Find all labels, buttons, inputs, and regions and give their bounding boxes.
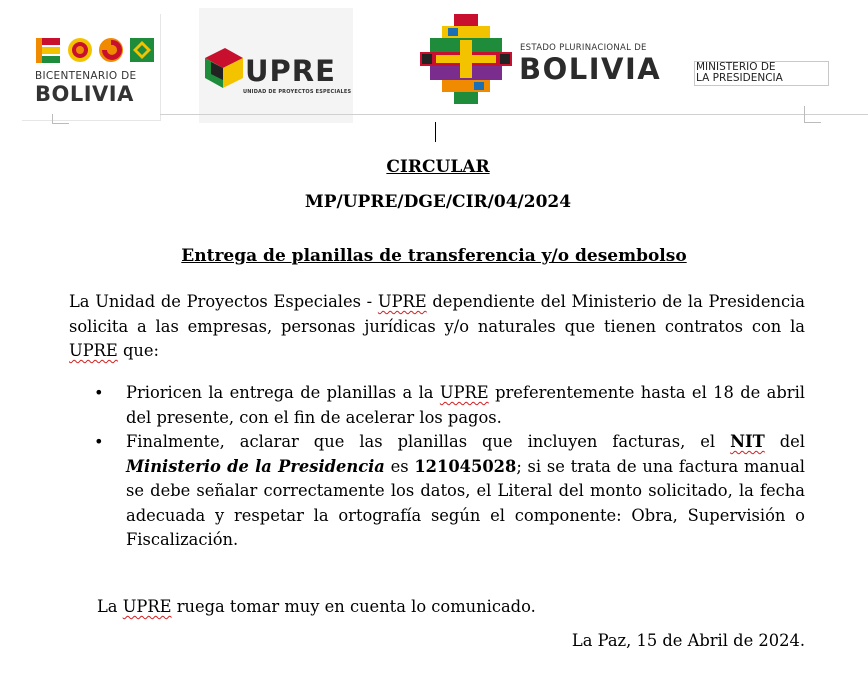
bicentenario-icon-4 [129,36,157,64]
bullet2-text-c: es [384,456,415,476]
bullet2-ministerio: Ministerio de la Presidencia [126,456,385,476]
bullet2-text-d: ; si se trata de una factura manual se debe señalar correctamente los datos, el Literal del monto solicitado, la fecha adecuada y respetar la ortografía según el componente: Obra, Supervisión o Fiscalización. [126,456,805,549]
bicentenario-icon-2 [67,36,95,64]
bicentenario-title: BOLIVIA [35,82,134,106]
bicentenario-logo [22,14,161,121]
upre-logo [199,8,353,123]
ministerio-line-1: MINISTERIO DE [696,61,776,73]
intro-text-b: dependiente del Ministerio de la Presidencia solicita a las empresas, personas jurídicas y/o naturales que tienen contratos con la [69,292,805,336]
bullet2-text-a: Finalmente, aclarar que las planillas que incluyen facturas, el [126,432,731,451]
bullet1-text-a: Prioricen la entrega de planillas a la [126,383,440,402]
closing-text-b: ruega tomar muy en cuenta lo comunicado. [171,597,536,616]
text-cursor [435,122,436,142]
bicentenario-subtitle: BICENTENARIO DE [35,70,137,82]
bullet2-nit-number: 121045028 [414,456,517,476]
bullet1-text-b: preferentemente hasta el 18 de abril del presente, con el fin de acelerar los pagos. [126,383,805,427]
upre-cube-icon [203,40,245,90]
document-code: MP/UPRE/DGE/CIR/04/2024 [304,192,572,212]
bullet-item-2[interactable] [69,430,805,553]
document-title: CIRCULAR [386,157,490,177]
estado-plurinacional-emblem-icon [420,14,512,104]
document-subject: Entrega de planillas de transferencia y/o desembolso [181,246,687,266]
margin-corner-right [804,106,821,123]
intro-paragraph[interactable] [69,290,805,364]
intro-upre-1: UPRE [377,292,427,311]
header-rule [160,114,868,115]
intro-text-c: que: [117,341,160,360]
upre-logo-subtitle: UNIDAD DE PROYECTOS ESPECIALES [243,89,352,95]
ministerio-line-2: LA PRESIDENCIA [696,72,783,84]
dateline[interactable]: La Paz, 15 de Abril de 2024. [571,631,805,650]
bicentenario-icon-3 [98,36,126,64]
ministerio-textbox[interactable] [694,61,829,86]
intro-upre-2: UPRE [69,341,118,360]
intro-text-a: La Unidad de Proyectos Especiales - [69,292,378,311]
closing-upre: UPRE [122,597,172,616]
bullet2-text-b: del [764,432,805,451]
bullet1-upre: UPRE [439,383,489,402]
estado-plurinacional-title: BOLIVIA [519,52,662,86]
closing-text-a: La [97,597,123,616]
bullet-item-1[interactable] [69,381,805,430]
bullet-list [69,381,805,553]
upre-logo-text: UPRE [245,54,336,88]
bicentenario-icons [36,36,157,64]
closing-paragraph[interactable] [97,595,536,619]
bicentenario-icon-1 [36,36,64,64]
bullet2-nit: NIT [730,432,765,451]
estado-plurinacional-label: ESTADO PLURINACIONAL DE [520,43,647,53]
margin-corner-left [52,114,69,124]
